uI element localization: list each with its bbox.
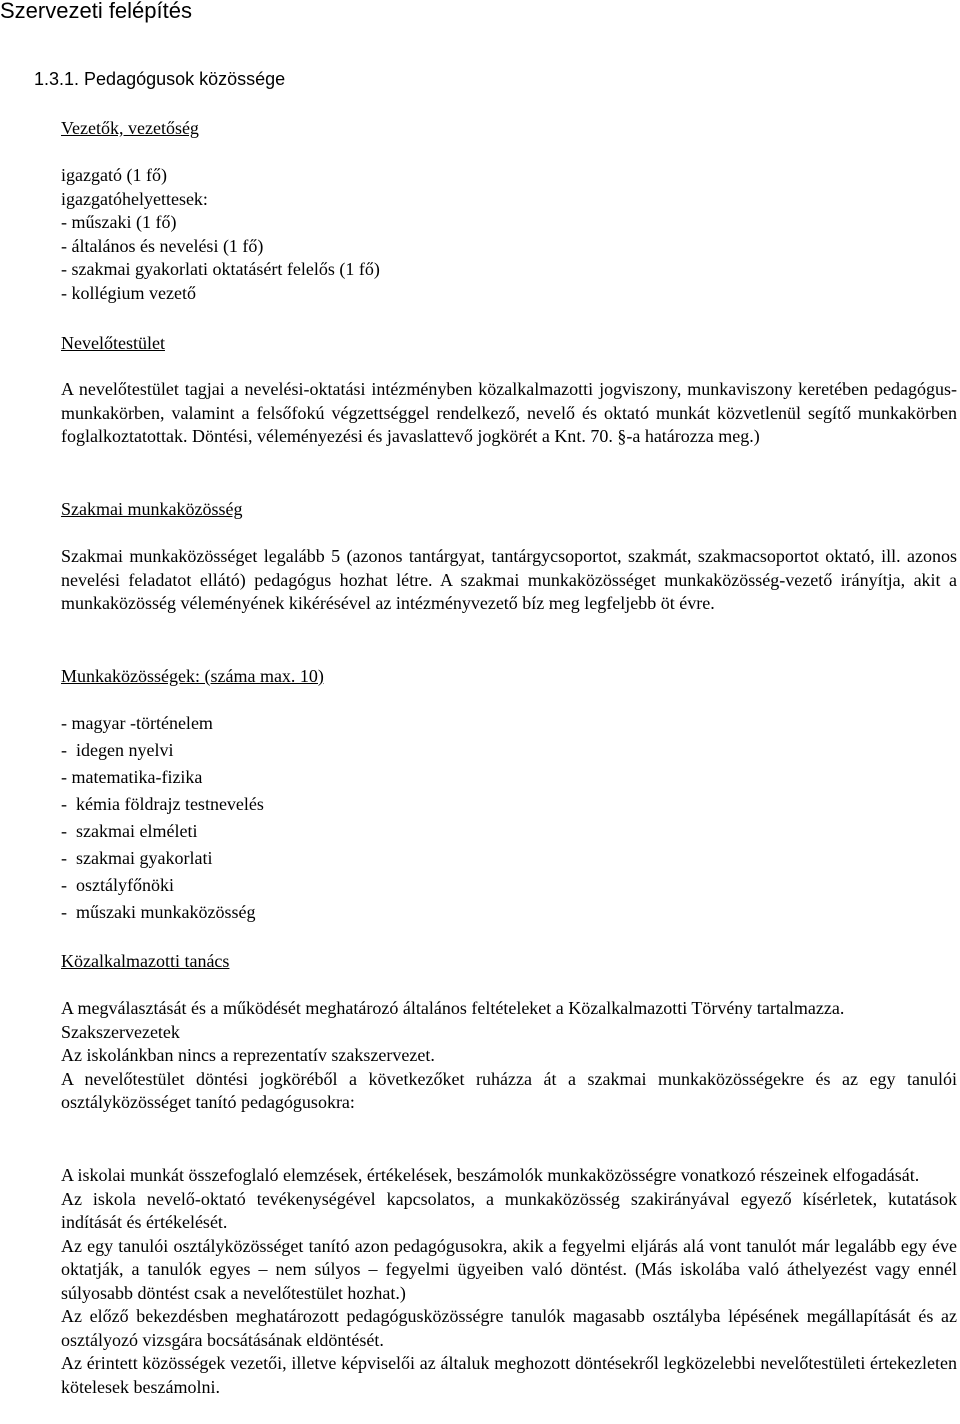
leader-line: - általános és nevelési (1 fő) [61,235,264,256]
workgroups-heading: Munkaközösségek: (száma max. 10) [61,666,324,686]
leader-line: - műszaki (1 fő) [61,212,177,232]
workgroup-item: - szakmai elméleti [61,821,198,841]
council-paragraph: A megválasztását és a működését meghatározó általános feltételeket a Közalkalmazotti Törvény tartalmazza. [61,998,845,1018]
workgroup-item: - osztályfőnöki [61,875,174,895]
section-subtitle: 1.3.1. Pedagógusok közössége [34,69,286,89]
delegated-item: Az egy tanulói osztályközösséget tanító azon pedagógusokra, akik a fegyelmi eljárás alá vont tanulót már legalább egy éve oktatják, a tanulók egyes – nem súlyos – fegyelmi ügyeiben való döntést. (Más iskolába való áthelyezést vagy ennél súlyosabb döntést csak a nevelőtestület hozhat.) [61,1235,957,1303]
page-title: Szervezeti felépítés [0,0,192,23]
leaders-heading: Vezetők, vezetőség [61,118,199,138]
delegated-item: Az iskola nevelő-oktató tevékenységével kapcsolatos, a munkaközösség szakirányával egyező kísérletek, kutatások indítását és értékelését. [61,1188,957,1232]
union-label: Szakszervezetek [61,1021,180,1042]
staff-heading: Nevelőtestület [61,333,165,353]
workgroup-item: - magyar -történelem [61,713,213,733]
leader-line: - szakmai gyakorlati oktatásért felelős (1 fő) [61,259,380,279]
workgroup-item: - szakmai gyakorlati [61,848,213,868]
leader-line: - kollégium vezető [61,282,196,303]
leaders-list [61,164,380,305]
workgroup-item: - idegen nyelvi [61,740,174,760]
workgroups-list [61,710,264,926]
professional-paragraph: Szakmai munkaközösséget legalább 5 (azonos tantárgyat, tantárgycsoportot, szakmát, szakmacsoportot oktató, ill. azonos nevelési feladatot ellátó) pedagógus hozhat létre. A szakmai munkaközösséget munkaközösség-vezető irányítja, akit a munkaközösség véleményének kikérésével az intézményvezető bíz meg legfeljebb öt évre. [61,546,957,613]
workgroup-item: - műszaki munkaközösség [61,902,256,922]
leader-line: igazgató (1 fő) [61,165,167,185]
council-heading: Közalkalmazotti tanács [61,951,230,971]
staff-paragraph: A nevelőtestület tagjai a nevelési-oktatási intézményben közalkalmazotti jogviszony, munkaviszony keretében pedagógus-munkakörben, valamint a felsőfokú végzettséggel rendelkező, nevelő és oktató munkát közvetlenül segítő munkakörben foglalkoztatottak. Döntési, véleményezési és javaslattevő jogkörét a Knt. 70. §-a határozza meg.) [61,379,957,446]
council-block [61,997,957,1115]
delegated-item: Az előző bekezdésben meghatározott pedagógusközösségre tanulók magasabb osztályba lépésének megállapítását és az osztályozó vizsgára bocsátásának eldöntését. [61,1306,957,1350]
union-paragraph: Az iskolánkban nincs a reprezentatív szakszervezet. [61,1045,435,1065]
delegated-item: Az érintett közösségek vezetői, illetve képviselői az általuk meghozott döntésekről legközelebbi nevelőtestületi értekezleten kötelesek beszámolni. [61,1353,957,1397]
workgroup-item: - kémia földrajz testnevelés [61,794,264,814]
professional-heading: Szakmai munkaközösség [61,499,243,519]
delegation-intro: A nevelőtestület döntési jogköréből a következőket ruházza át a szakmai munkaközösségekre és az egy tanulói osztályközösséget tanító pedagógusokra: [61,1068,957,1112]
workgroup-item: - matematika-fizika [61,767,203,787]
delegated-list [61,1164,957,1399]
leader-line: igazgatóhelyettesek: [61,188,208,209]
delegated-item: A iskolai munkát összefoglaló elemzések, értékelések, beszámolók munkaközösségre vonatkozó részeinek elfogadását. [61,1165,920,1185]
